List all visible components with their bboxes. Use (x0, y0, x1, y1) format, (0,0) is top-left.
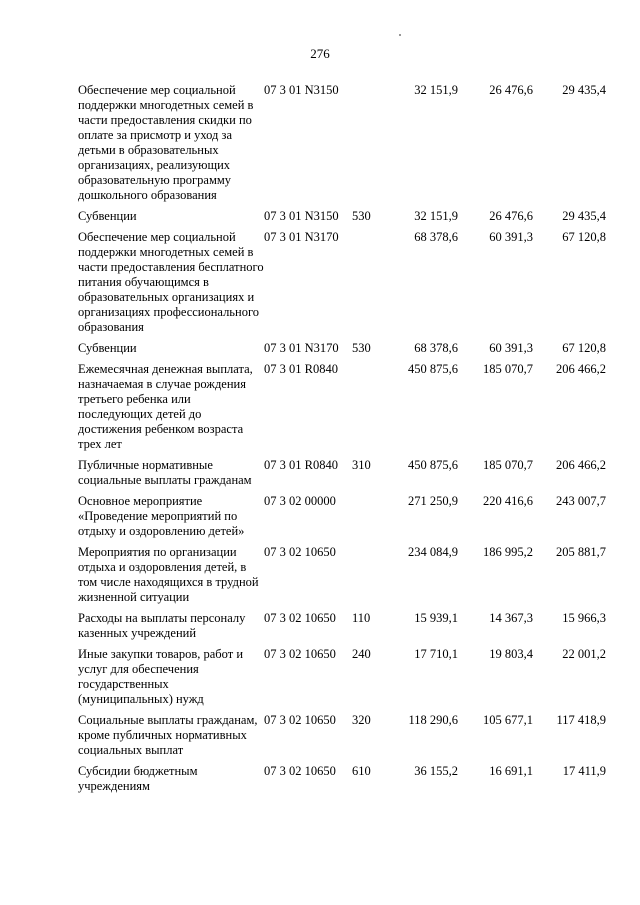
row-amount-year-2: 60 391,3 (489, 341, 533, 355)
row-code: 07 3 01 N3150 (264, 209, 339, 223)
row-code: 07 3 02 10650 (264, 647, 336, 661)
row-amount-year-3: 29 435,4 (562, 209, 606, 223)
row-name: Основное мероприятие «Проведение мероприятий по отдыху и оздоровлению детей» (78, 494, 245, 538)
table-row (78, 209, 606, 230)
row-amount-year-1: 32 151,9 (414, 83, 458, 97)
row-amount-year-1: 32 151,9 (414, 209, 458, 223)
row-code: 07 3 01 R0840 (264, 458, 338, 472)
table-row (78, 362, 606, 458)
row-code: 07 3 02 10650 (264, 713, 336, 727)
row-expense-type (352, 545, 380, 611)
row-amount-year-2: 26 476,6 (489, 83, 533, 97)
row-amount-year-2: 60 391,3 (489, 230, 533, 244)
table-row (78, 458, 606, 494)
row-expense-type (352, 83, 380, 209)
table-row (78, 230, 606, 341)
row-amount-year-1: 118 290,6 (408, 713, 458, 727)
row-amount-year-3: 206 466,2 (556, 458, 606, 472)
row-name: Субсидии бюджетным учреждениям (78, 764, 198, 793)
row-expense-type: 110 (352, 611, 371, 625)
row-expense-type (352, 230, 380, 341)
row-amount-year-1: 450 875,6 (408, 458, 458, 472)
row-name: Обеспечение мер социальной поддержки многодетных семей в части предоставления скидки по оплате за присмотр и уход за детьми в образовательных организациях, реализующих образовательную программу дошкольного образования (78, 83, 254, 202)
row-expense-type: 320 (352, 713, 371, 727)
row-amount-year-2: 105 677,1 (483, 713, 533, 727)
row-amount-year-3: 22 001,2 (562, 647, 606, 661)
row-amount-year-2: 26 476,6 (489, 209, 533, 223)
row-name: Расходы на выплаты персоналу казенных учреждений (78, 611, 246, 640)
row-expense-type: 610 (352, 764, 371, 778)
row-amount-year-3: 67 120,8 (562, 230, 606, 244)
row-name: Иные закупки товаров, работ и услуг для обеспечения государственных (муниципальных) нужд (78, 647, 244, 706)
row-amount-year-3: 67 120,8 (562, 341, 606, 355)
row-amount-year-2: 185 070,7 (483, 362, 533, 376)
row-name: Социальные выплаты гражданам, кроме публичных нормативных социальных выплат (78, 713, 258, 757)
row-name: Ежемесячная денежная выплата, назначаемая в случае рождения третьего ребенка или последующих детей до достижения ребенком возраста трех лет (78, 362, 253, 451)
row-expense-type: 240 (352, 647, 371, 661)
row-code: 07 3 02 10650 (264, 764, 336, 778)
table-row (78, 83, 606, 209)
row-amount-year-3: 15 966,3 (562, 611, 606, 625)
row-amount-year-2: 185 070,7 (483, 458, 533, 472)
row-amount-year-1: 36 155,2 (414, 764, 458, 778)
table-row (78, 647, 606, 713)
row-amount-year-3: 117 418,9 (556, 713, 606, 727)
row-amount-year-1: 271 250,9 (408, 494, 458, 508)
row-amount-year-3: 243 007,7 (556, 494, 606, 508)
row-amount-year-1: 450 875,6 (408, 362, 458, 376)
row-amount-year-3: 206 466,2 (556, 362, 606, 376)
row-amount-year-2: 14 367,3 (489, 611, 533, 625)
row-code: 07 3 02 00000 (264, 494, 336, 508)
row-amount-year-1: 234 084,9 (408, 545, 458, 559)
row-expense-type: 530 (352, 341, 371, 355)
row-name: Обеспечение мер социальной поддержки многодетных семей в части предоставления бесплатного питания обучающимся в образовательных организациях и организациях профессионального образования (78, 230, 264, 334)
table-row (78, 713, 606, 764)
row-expense-type: 310 (352, 458, 371, 472)
row-name: Мероприятия по организации отдыха и оздоровления детей, в том числе находящихся в трудной жизненной ситуации (78, 545, 259, 604)
table-row (78, 611, 606, 647)
row-amount-year-3: 205 881,7 (556, 545, 606, 559)
table-row (78, 545, 606, 611)
table-row (78, 764, 606, 800)
page-number: 276 (310, 46, 330, 61)
row-code: 07 3 01 N3170 (264, 230, 339, 244)
row-amount-year-1: 17 710,1 (414, 647, 458, 661)
row-code: 07 3 01 N3150 (264, 83, 339, 97)
row-amount-year-1: 68 378,6 (414, 230, 458, 244)
row-amount-year-3: 29 435,4 (562, 83, 606, 97)
table-row (78, 494, 606, 545)
row-amount-year-2: 220 416,6 (483, 494, 533, 508)
scan-speck (399, 34, 401, 36)
row-amount-year-2: 19 803,4 (489, 647, 533, 661)
row-code: 07 3 01 N3170 (264, 341, 339, 355)
row-amount-year-1: 68 378,6 (414, 341, 458, 355)
budget-table-body (78, 83, 606, 800)
row-code: 07 3 01 R0840 (264, 362, 338, 376)
row-amount-year-3: 17 411,9 (562, 764, 606, 778)
row-expense-type (352, 362, 380, 458)
row-amount-year-2: 16 691,1 (489, 764, 533, 778)
row-name: Субвенции (78, 341, 137, 355)
row-code: 07 3 02 10650 (264, 545, 336, 559)
row-expense-type (352, 494, 380, 545)
row-name: Субвенции (78, 209, 137, 223)
row-expense-type: 530 (352, 209, 371, 223)
row-name: Публичные нормативные социальные выплаты гражданам (78, 458, 252, 487)
budget-table (78, 83, 606, 800)
table-row (78, 341, 606, 362)
row-amount-year-2: 186 995,2 (483, 545, 533, 559)
row-code: 07 3 02 10650 (264, 611, 336, 625)
row-amount-year-1: 15 939,1 (414, 611, 458, 625)
